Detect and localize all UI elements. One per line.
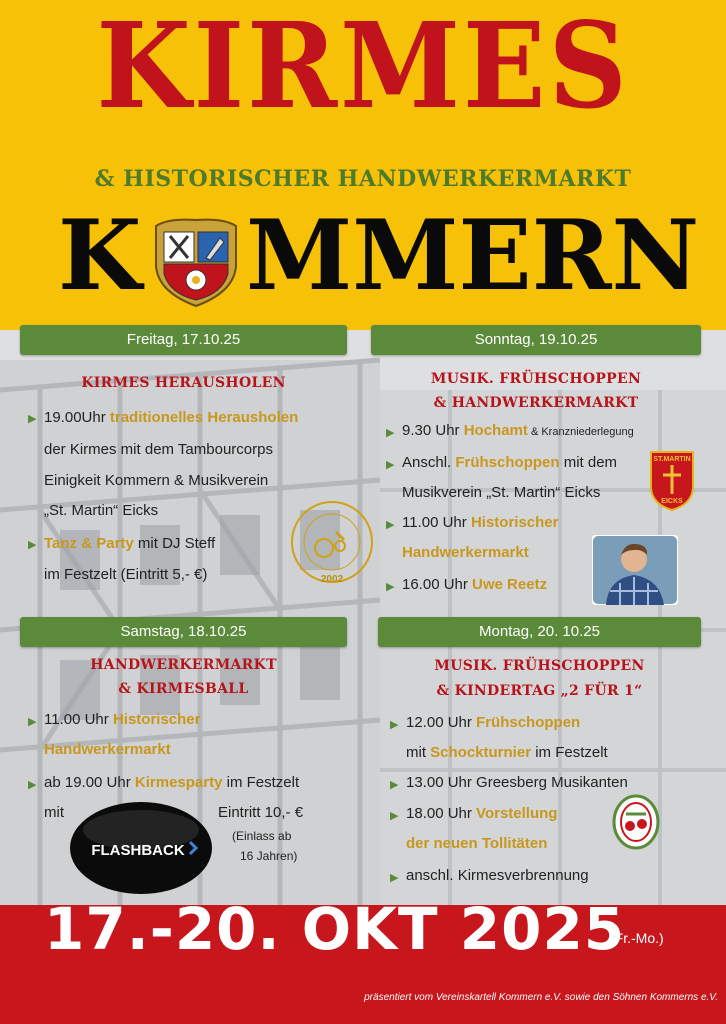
uwe-reetz-photo [592, 535, 678, 605]
sunday-item-1-time: 9.30 Uhr [402, 422, 464, 439]
monday-item-3-time: 18.00 Uhr [406, 805, 477, 822]
day-header-friday: Freitag, 17.10.25 [20, 325, 347, 355]
title-kommern [58, 199, 700, 312]
event-days: (Fr.-Mo.) [610, 930, 664, 946]
sunday-item-3-highlight: Historischer [470, 514, 559, 531]
bullet-arrow-icon: ▶ [390, 779, 399, 791]
section-title-monday-1: MUSIK. FRÜHSCHOPPEN [434, 658, 645, 674]
carnival-badge-icon [612, 794, 660, 850]
emblem-top-text: ST.MARTIN [653, 456, 691, 463]
section-title-sunday-2: & HANDWERKERMARKT [433, 395, 639, 411]
st-martin-emblem-icon [648, 448, 696, 512]
coat-of-arms-icon [148, 216, 244, 308]
saturday-item-2-pre: ab 19.00 Uhr [44, 774, 135, 791]
sunday-item-2-line-2: Musikverein „St. Martin“ Eicks [402, 484, 601, 501]
monday-item-2: 13.00 Uhr Greesberg Musikanten [406, 774, 628, 791]
friday-item-1-line-4: „St. Martin“ Eicks [44, 502, 159, 519]
friday-item-1-highlight: traditionelles Herausholen [109, 409, 299, 426]
club-badge-year: 2002 [320, 574, 344, 585]
sunday-item-2-rest: mit dem [559, 454, 618, 471]
monday-item-1 [406, 708, 580, 738]
sunday-item-1-note: & Kranzniederlegung [527, 426, 634, 438]
flashback-logo-text: FLASHBACK [91, 842, 185, 859]
title-kirmes: KIRMES [96, 0, 630, 135]
sunday-item-1-highlight: Hochamt [463, 422, 528, 439]
monday-item-4: anschl. Kirmesverbrennung [406, 867, 589, 884]
saturday-entry-note-1: (Einlass ab [232, 829, 292, 843]
sunday-item-3 [402, 508, 558, 538]
monday-item-1-time: 12.00 Uhr [406, 714, 477, 731]
bullet-arrow-icon: ▶ [386, 581, 395, 593]
bullet-arrow-icon: ▶ [390, 719, 399, 731]
monday-item-3-line-2: der neuen Tollitäten [406, 835, 548, 852]
subtitle: & HISTORISCHER HANDWERKERMARKT [94, 166, 632, 192]
section-title-saturday-2: & KIRMESBALL [118, 681, 249, 697]
friday-item-1 [44, 403, 298, 433]
sunday-item-1 [402, 416, 634, 447]
monday-item-1-line-2-pre: mit [406, 744, 431, 761]
bullet-arrow-icon: ▶ [28, 413, 37, 425]
sunday-item-3-line-2: Handwerkermarkt [402, 544, 529, 561]
sunday-item-4 [402, 570, 547, 600]
friday-item-2 [44, 529, 215, 559]
title-letter-k: K [58, 199, 142, 312]
monday-item-1-line-2-rest: im Festzelt [531, 744, 608, 761]
day-header-sunday: Sonntag, 19.10.25 [371, 325, 701, 355]
bullet-arrow-icon: ▶ [28, 779, 37, 791]
friday-item-1-time: 19.00Uhr [44, 409, 110, 426]
saturday-item-2-rest: im Festzelt [222, 774, 300, 791]
saturday-entry-note-2: 16 Jahren) [240, 849, 298, 863]
bullet-arrow-icon: ▶ [28, 716, 37, 728]
friday-item-1-line-2: der Kirmes mit dem Tambourcorps [44, 441, 273, 458]
saturday-item-1-highlight: Historischer [112, 711, 201, 728]
sunday-item-2-pre: Anschl. [402, 454, 456, 471]
sunday-item-3-time: 11.00 Uhr [402, 514, 471, 531]
friday-item-2-rest: mit DJ Steff [133, 535, 216, 552]
bullet-arrow-icon: ▶ [28, 539, 37, 551]
friday-item-1-line-3: Einigkeit Kommern & Musikverein [44, 472, 269, 489]
bullet-arrow-icon: ▶ [390, 872, 399, 884]
bullet-arrow-icon: ▶ [386, 459, 395, 471]
saturday-item-1 [44, 705, 200, 735]
section-title-saturday-1: HANDWERKERMARKT [90, 657, 277, 673]
saturday-item-2-line-2: mit [44, 804, 64, 821]
day-header-monday: Montag, 20. 10.25 [378, 617, 701, 647]
title-letters-mmern: MMERN [246, 199, 700, 312]
monday-item-3-highlight: Vorstellung [476, 805, 558, 822]
day-header-saturday: Samstag, 18.10.25 [20, 617, 347, 647]
sunday-item-4-highlight: Uwe Reetz [472, 576, 548, 593]
sunday-item-2-highlight: Frühschoppen [455, 454, 560, 471]
bullet-arrow-icon: ▶ [386, 427, 395, 439]
section-title-friday: KIRMES HERAUSHOLEN [81, 375, 286, 391]
monday-item-3 [406, 799, 557, 829]
event-dates: 17.-20. OKT 2025 [44, 895, 626, 963]
friday-item-2-highlight: Tanz & Party [44, 535, 134, 552]
monday-item-1-line-2 [406, 738, 608, 768]
bullet-arrow-icon: ▶ [390, 810, 399, 822]
saturday-entry-price: Eintritt 10,- € [218, 804, 304, 821]
monday-item-1-line-2-highlight: Schockturnier [430, 744, 532, 761]
saturday-item-1-line-2: Handwerkermarkt [44, 741, 171, 758]
section-title-sunday-1: MUSIK. FRÜHSCHOPPEN [430, 371, 642, 387]
sunday-item-2 [402, 448, 617, 478]
emblem-bottom-text: EICKS [661, 498, 683, 505]
header-band [0, 0, 726, 330]
saturday-item-1-time: 11.00 Uhr [44, 711, 113, 728]
sunday-item-4-time: 16.00 Uhr [402, 576, 473, 593]
section-title-monday-2: & KINDERTAG „2 FÜR 1“ [436, 683, 643, 699]
presenter-credit: präsentiert vom Vereinskartell Kommern e.V. sowie den Söhnen Kommerns e.V. [364, 992, 718, 1003]
saturday-item-2-highlight: Kirmesparty [134, 774, 223, 791]
flashback-logo [68, 800, 214, 896]
club-badge-icon [290, 496, 374, 588]
saturday-item-2 [44, 768, 299, 798]
monday-item-1-highlight: Frühschoppen [476, 714, 581, 731]
bullet-arrow-icon: ▶ [386, 519, 395, 531]
friday-item-2-line-2: im Festzelt (Eintritt 5,- €) [44, 566, 208, 583]
